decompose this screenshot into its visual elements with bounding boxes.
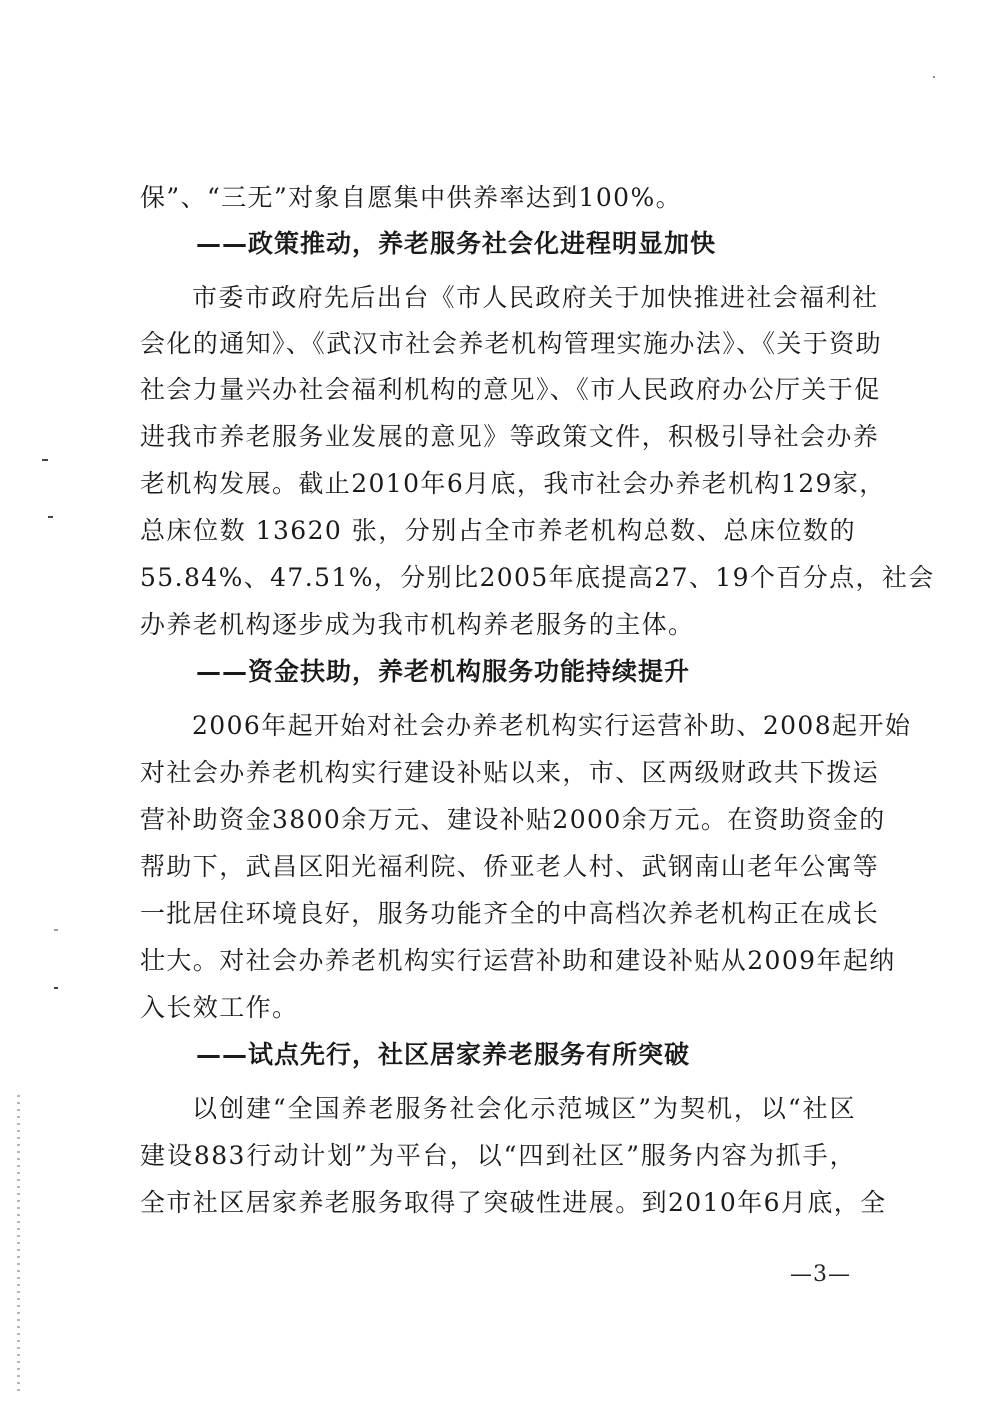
body-text-line: 对社会办养老机构实行建设补贴以来，市、区两级财政共下拨运 xyxy=(140,758,880,787)
body-text-line: 总床位数 13620 张，分别占全市养老机构总数、总床位数的 xyxy=(140,516,856,545)
body-text-line: 建设883行动计划”为平台，以“四到社区”服务内容为抓手， xyxy=(140,1141,856,1170)
section-heading-pilot: ——试点先行，社区居家养老服务有所突破 xyxy=(196,1040,691,1069)
body-text-line: 壮大。对社会办养老机构实行运营补助和建设补贴从2009年起纳 xyxy=(140,946,896,975)
body-text-line: 帮助下，武昌区阳光福利院、侨亚老人村、武钢南山老年公寓等 xyxy=(140,852,880,881)
body-text-line: 营补助资金3800余万元、建设补贴2000余万元。在资助资金的 xyxy=(140,805,886,834)
body-text-line: 一批居住环境良好，服务功能齐全的中高档次养老机构正在成长 xyxy=(140,899,880,928)
body-text-line: 以创建“全国养老服务社会化示范城区”为契机，以“社区 xyxy=(192,1094,856,1123)
section-heading-funding: ——资金扶助，养老机构服务功能持续提升 xyxy=(196,657,691,686)
scan-artifact xyxy=(48,516,53,518)
body-text-line: 进我市养老服务业发展的意见》等政策文件，积极引导社会办养 xyxy=(140,422,880,451)
scan-artifact xyxy=(54,987,58,989)
scan-artifact xyxy=(933,76,935,78)
scan-artifact xyxy=(54,929,58,931)
body-text-line: 老机构发展。截止2010年6月底，我市社会办养老机构129家， xyxy=(140,469,886,498)
section-heading-policy: ——政策推动，养老服务社会化进程明显加快 xyxy=(196,229,717,258)
body-text-line: 社会力量兴办社会福利机构的意见》、《市人民政府办公厅关于促 xyxy=(140,375,881,404)
body-text-line: 2006年起开始对社会办养老机构实行运营补助、2008起开始 xyxy=(192,711,912,740)
body-text-line: 55.84%、47.51%，分别比2005年底提高27、19个百分点，社会 xyxy=(140,563,935,592)
page-number: —3— xyxy=(790,1262,851,1287)
body-text-line: 办养老机构逐步成为我市机构养老服务的主体。 xyxy=(140,610,695,639)
body-text-line: 全市社区居家养老服务取得了突破性进展。到2010年6月底，全 xyxy=(140,1188,887,1217)
binding-edge-artifact xyxy=(17,1095,20,1395)
body-text-line: 市委市政府先后出台《市人民政府关于加快推进社会福利社 xyxy=(192,283,879,312)
body-text-line: 入长效工作。 xyxy=(140,993,299,1022)
body-text-line: 会化的通知》、《武汉市社会养老机构管理实施办法》、《关于资助 xyxy=(140,329,883,358)
scan-artifact xyxy=(42,459,48,461)
body-text-line: 保”、“三无”对象自愿集中供养率达到100%。 xyxy=(140,183,683,212)
